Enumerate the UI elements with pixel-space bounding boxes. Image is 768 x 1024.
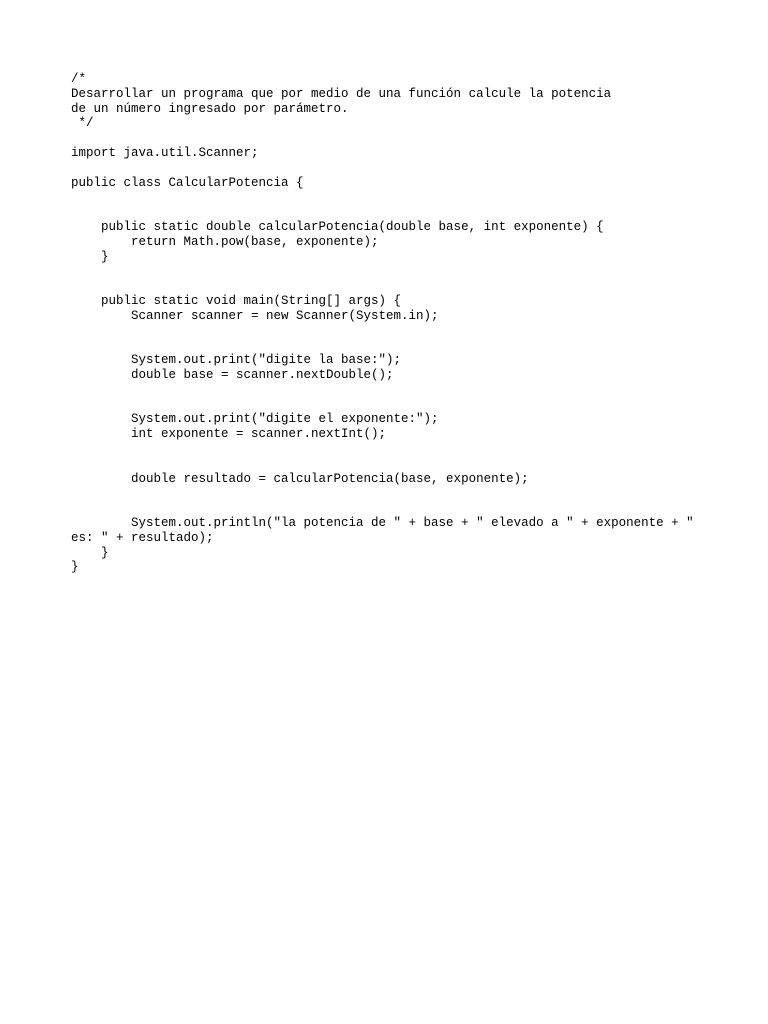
- code-line: }: [71, 560, 79, 575]
- code-line: [71, 457, 694, 472]
- code-line: System.out.print("digite el exponente:");: [71, 412, 439, 427]
- code-line: [71, 205, 694, 220]
- code-line: Scanner scanner = new Scanner(System.in);: [71, 308, 439, 323]
- code-line: }: [71, 545, 109, 560]
- code-line: [71, 398, 694, 413]
- code-line: es: " + resultado);: [71, 530, 214, 545]
- code-line: double base = scanner.nextDouble();: [71, 367, 394, 382]
- code-line: de un número ingresado por parámetro.: [71, 101, 349, 116]
- code-line: [71, 501, 694, 516]
- code-line: Desarrollar un programa que por medio de una función calcule la potencia: [71, 86, 612, 101]
- code-line: return Math.pow(base, exponente);: [71, 234, 379, 249]
- code-line: public static double calcularPotencia(double base, int exponente) {: [71, 219, 604, 234]
- code-line: [71, 324, 694, 339]
- code-line: public class CalcularPotencia {: [71, 175, 304, 190]
- code-line: /*: [71, 72, 87, 86]
- code-line: [71, 442, 694, 457]
- code-line: double resultado = calcularPotencia(base, exponente);: [71, 471, 529, 486]
- code-line: [71, 190, 694, 205]
- code-listing: [71, 72, 694, 575]
- code-line: }: [71, 249, 109, 264]
- code-line: System.out.println("la potencia de " + base + " elevado a " + exponente + ": [71, 515, 694, 530]
- code-line: [71, 279, 694, 294]
- code-line: [71, 338, 694, 353]
- code-line: System.out.print("digite la base:");: [71, 353, 402, 368]
- code-line: int exponente = scanner.nextInt();: [71, 427, 387, 442]
- code-line: [71, 161, 694, 176]
- code-line: */: [71, 116, 94, 131]
- code-line: [71, 264, 694, 279]
- code-line: [71, 383, 694, 398]
- code-line: [71, 131, 694, 146]
- code-line: [71, 486, 694, 501]
- code-line: import java.util.Scanner;: [71, 145, 259, 160]
- code-line: public static void main(String[] args) {: [71, 293, 402, 308]
